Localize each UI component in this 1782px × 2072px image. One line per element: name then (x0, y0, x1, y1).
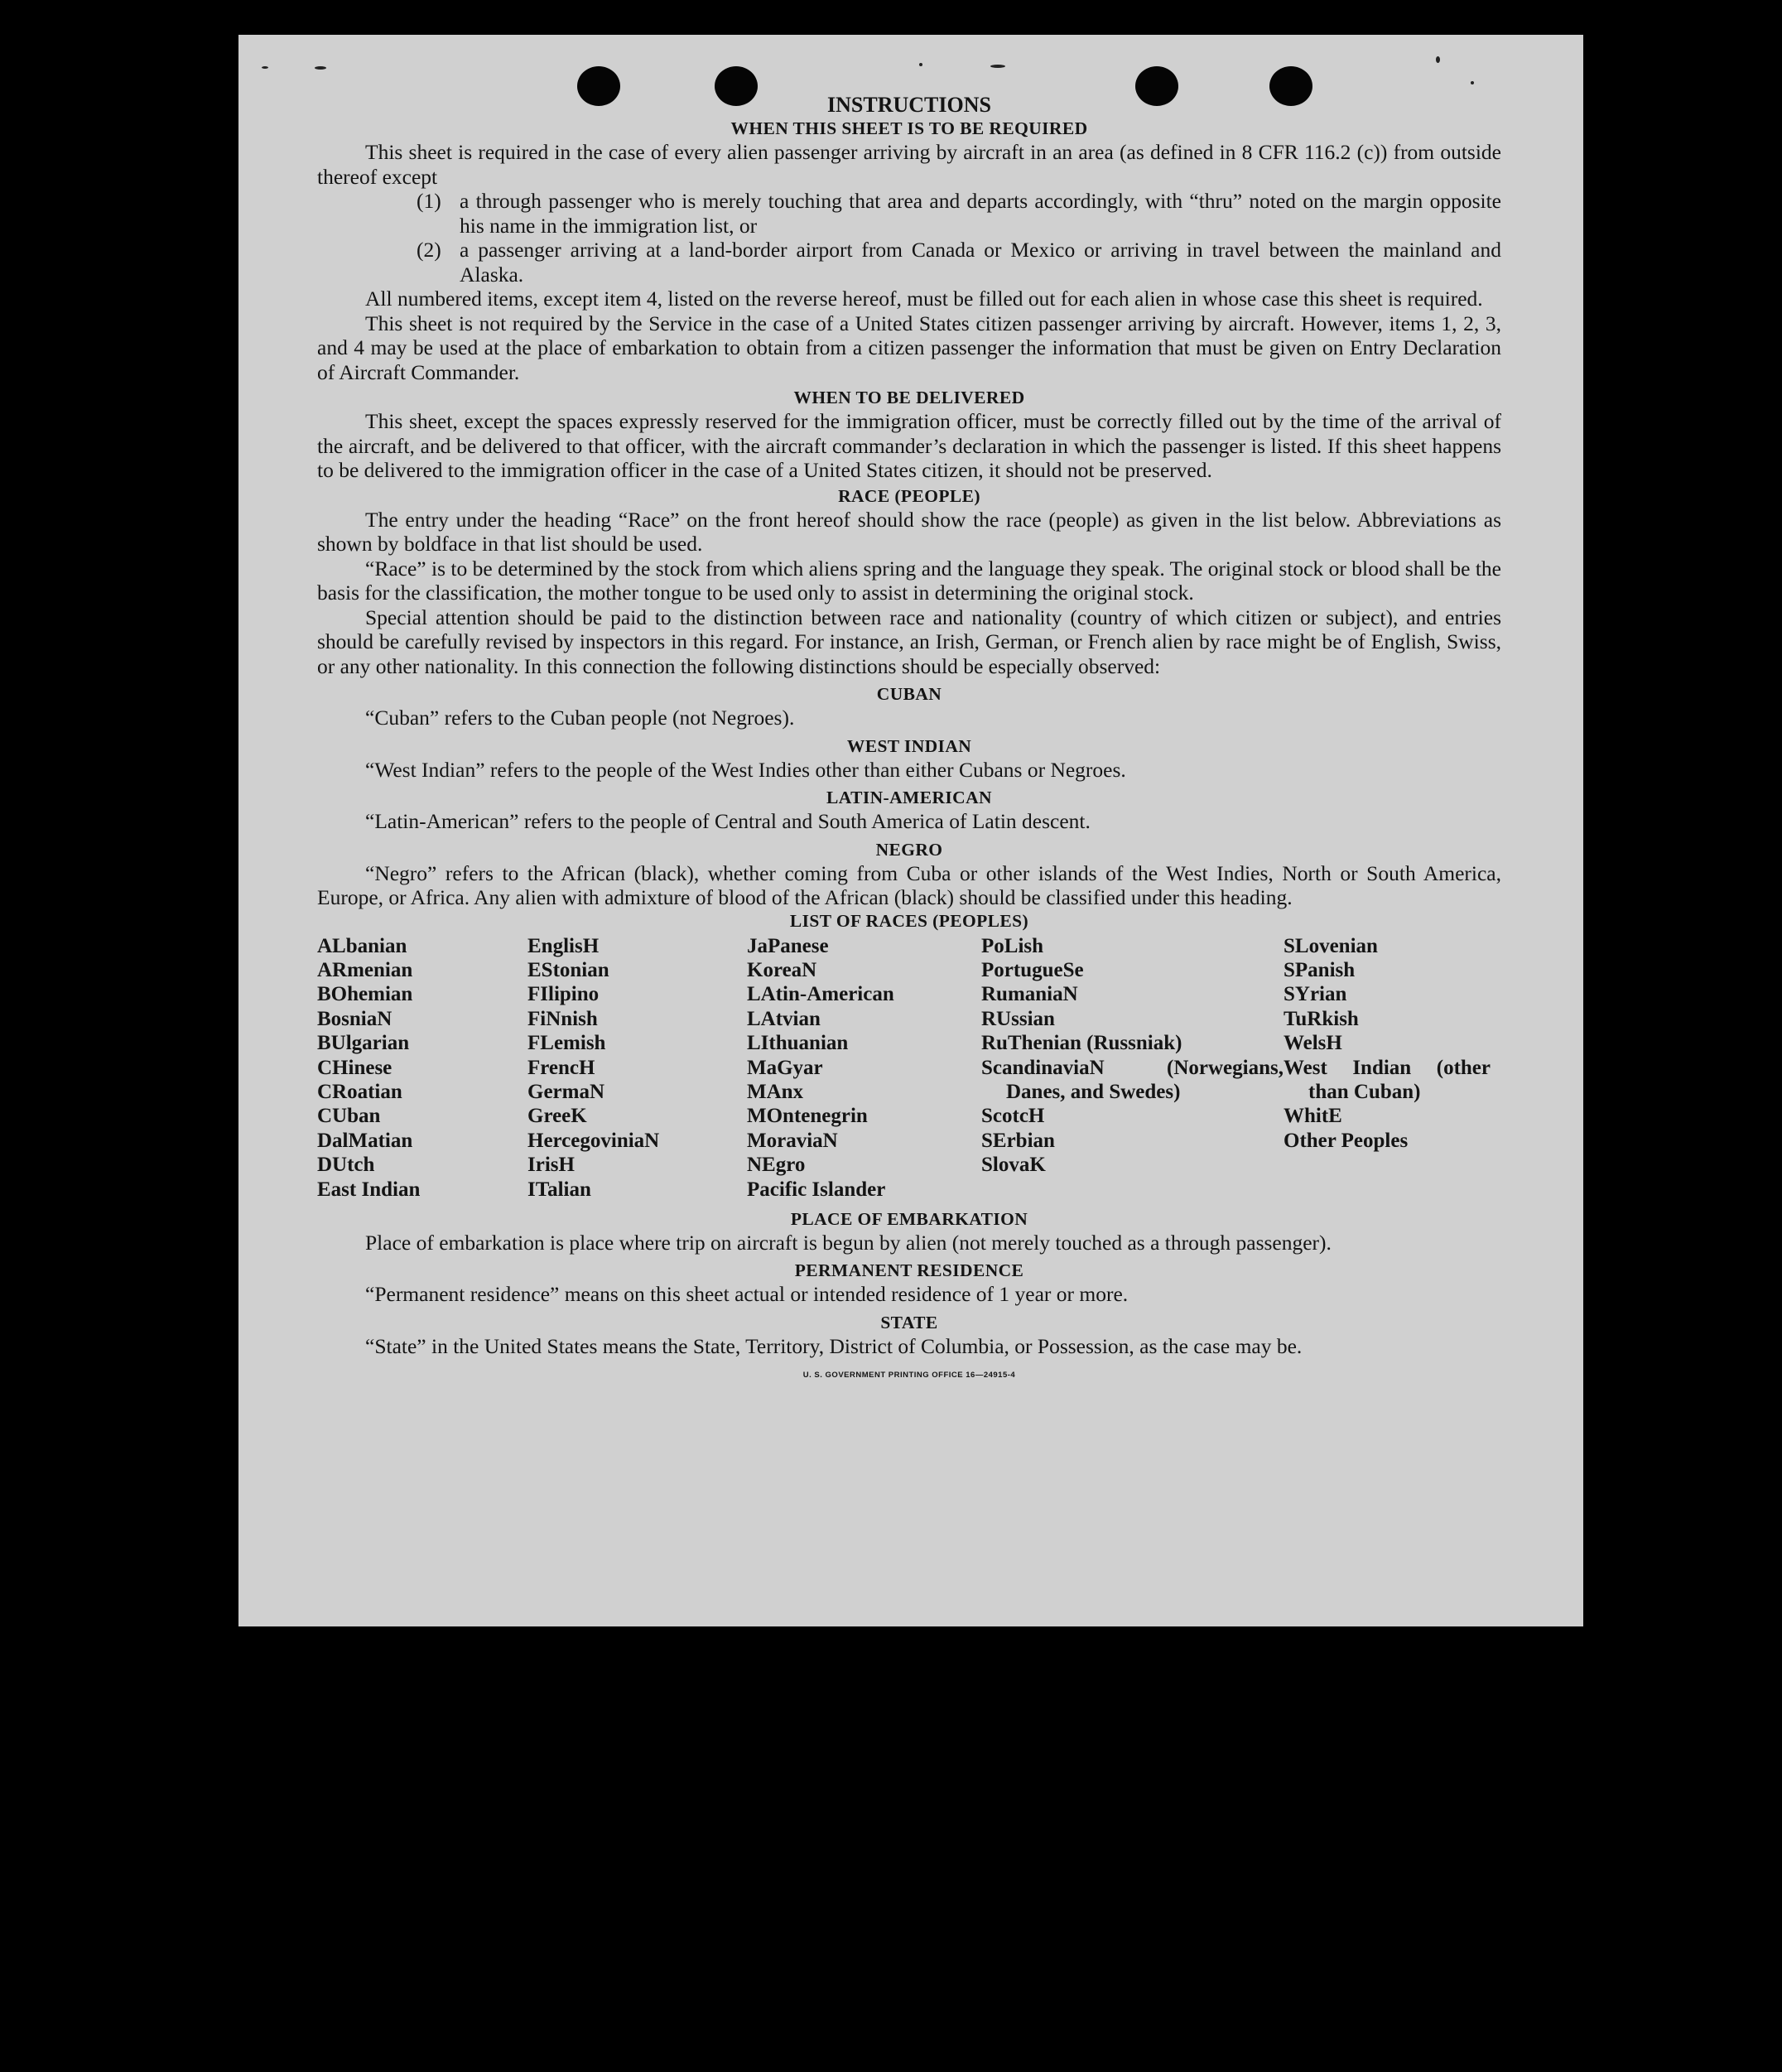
race-item: NEgro (747, 1154, 806, 1177)
race-item: GreeK (527, 1105, 587, 1128)
speck-mark (1436, 56, 1440, 63)
section-heading: PERMANENT RESIDENCE (794, 1260, 1024, 1281)
race-column (747, 934, 981, 1202)
speck-mark (919, 63, 922, 66)
paragraph: Place of embarkation is place where trip on aircraft is begun by alien (not merely touched as a through passenger). (365, 1230, 1332, 1255)
race-item: WhitE (1284, 1105, 1342, 1128)
definition-text: “Negro” refers to the African (black), whether coming from Cuba or other islands of the West Indies, North or South America, Europe, or Africa. Any alien with admixture of blood of the African (black) should be classified under this heading. (317, 860, 1501, 909)
race-item: MOntenegrin (747, 1105, 868, 1128)
race-item: WelsH (1284, 1032, 1342, 1055)
item-number: (1) (417, 189, 441, 213)
race-item: DalMatian (317, 1129, 413, 1152)
definition-heading: CUBAN (876, 684, 942, 704)
race-item: SErbian (981, 1129, 1055, 1152)
instruction-sheet (238, 35, 1583, 1626)
speck-mark (1471, 81, 1474, 84)
race-item: EnglisH (527, 934, 600, 957)
definition-heading: NEGRO (875, 839, 943, 860)
definition-heading: LATIN-AMERICAN (826, 788, 992, 807)
race-item: BOhemian (317, 983, 413, 1006)
paragraph: This sheet is not required by the Service in the case of a United States citizen passenger arriving by aircraft. However, items 1, 2, 3, and 4 may be used at the place of embarkation to obtain from a citizen passenger the information that must be given on Entry Declaration of Aircraft Commander. (317, 311, 1501, 384)
race-column (1284, 934, 1491, 1202)
race-item: MoraviaN (747, 1129, 838, 1152)
race-item: Pacific Islander (747, 1178, 886, 1201)
race-item: West Indian (other than Cuban) (1284, 1056, 1491, 1103)
races-list (317, 934, 1501, 1202)
section-heading: STATE (880, 1312, 938, 1332)
race-item: GermaN (527, 1080, 605, 1103)
race-item: ARmenian (317, 958, 413, 981)
section-heading: PLACE OF EMBARKATION (790, 1208, 1028, 1229)
definition-text: “Latin-American” refers to the people of Central and South America of Latin descent. (365, 809, 1091, 833)
race-item: FiNnish (527, 1007, 598, 1030)
definition-heading: WEST INDIAN (846, 735, 972, 756)
race-item: MaGyar (747, 1056, 823, 1079)
speck-mark (990, 65, 1005, 68)
race-item: BosniaN (317, 1007, 393, 1030)
race-item: RUssian (981, 1007, 1055, 1030)
section-heading: WHEN TO BE DELIVERED (793, 388, 1025, 407)
race-item: East Indian (317, 1178, 421, 1201)
item-text: a passenger arriving at a land-border airport from Canada or Mexico or arriving in travel between the mainland and Alaska. (460, 238, 1501, 287)
instructions-content (317, 93, 1501, 1388)
race-item: RumaniaN (981, 983, 1078, 1006)
definition-text: “West Indian” refers to the people of the West Indies other than either Cubans or Negroes. (365, 757, 1126, 782)
exception-item (317, 189, 1501, 238)
race-item: Other Peoples (1284, 1129, 1409, 1152)
race-item: FIlipino (527, 983, 600, 1006)
race-item: CUban (317, 1105, 381, 1128)
race-item: KoreaN (747, 958, 817, 981)
exception-item (317, 238, 1501, 287)
race-item: PoLish (981, 934, 1044, 957)
races-heading: LIST OF RACES (PEOPLES) (789, 910, 1029, 931)
section-heading: WHEN THIS SHEET IS TO BE REQUIRED (730, 118, 1088, 138)
speck-mark (315, 66, 326, 70)
race-item: RuThenian (Russniak) (981, 1032, 1182, 1055)
race-item: SPanish (1284, 958, 1356, 981)
speck-mark (262, 66, 268, 69)
race-item: ScandinaviaN (Norwegians, Danes, and Swedes) (981, 1056, 1284, 1103)
paragraph: All numbered items, except item 4, listed on the reverse hereof, must be filled out for each alien in whose case this sheet is required. (365, 287, 1483, 311)
race-column (981, 934, 1284, 1202)
race-item: BUlgarian (317, 1032, 410, 1055)
race-item: ITalian (527, 1178, 591, 1201)
paragraph: This sheet, except the spaces expressly reserved for the immigration officer, must be correctly filled out by the time of the arrival of the aircraft, and be delivered to that officer, with the aircraft commander’s declaration in which the passenger is listed. If this sheet happens to be delivered to the immigration officer in the case of a United States citizen, it should not be preserved. (317, 409, 1501, 482)
paragraph: “Permanent residence” means on this sheet actual or intended residence of 1 year or more. (365, 1282, 1129, 1307)
race-item: FrencH (527, 1056, 595, 1079)
race-item: ScotcH (981, 1105, 1045, 1128)
race-item: LIthuanian (747, 1032, 849, 1055)
paragraph: “Race” is to be determined by the stock from which aliens spring and the language they speak. The original stock or blood shall be the basis for the classification, the mother tongue to be used only to assist in determining the original stock. (317, 556, 1501, 605)
race-item: FLemish (527, 1032, 606, 1055)
paragraph: Special attention should be paid to the distinction between race and nationality (country of which citizen or subject), and entries should be carefully revised by inspectors in this regard. For instance, an Irish, German, or French alien by race might be of English, Swiss, or any other nationality. In this connection the following distinctions should be especially observed: (317, 605, 1501, 678)
race-item: SlovaK (981, 1154, 1046, 1177)
race-item: JaPanese (747, 934, 829, 957)
printer-imprint: U. S. GOVERNMENT PRINTING OFFICE 16—24915-4 (802, 1371, 1016, 1381)
race-item: PortugueSe (981, 958, 1084, 981)
item-number: (2) (417, 238, 441, 262)
definition-text: “Cuban” refers to the Cuban people (not Negroes). (365, 706, 795, 730)
race-item: SYrian (1284, 983, 1347, 1006)
section-heading: RACE (PEOPLE) (838, 485, 980, 506)
race-item: MAnx (747, 1080, 804, 1103)
race-item: HercegoviniaN (527, 1129, 660, 1152)
race-item: SLovenian (1284, 934, 1378, 957)
race-item: CRoatian (317, 1080, 402, 1103)
page-title: INSTRUCTIONS (827, 93, 991, 117)
paragraph: The entry under the heading “Race” on the front hereof should show the race (people) as given in the list below. Abbreviations as shown by boldface in that list should be used. (317, 507, 1501, 556)
race-item: ALbanian (317, 934, 407, 957)
race-item: CHinese (317, 1056, 393, 1079)
paragraph: This sheet is required in the case of every alien passenger arriving by aircraft in an area (as defined in 8 CFR 116.2 (c)) from outside thereof except (317, 140, 1501, 189)
item-text: a through passenger who is merely touching that area and departs accordingly, with “thru” noted on the margin opposite his name in the immigration list, or (460, 189, 1501, 238)
race-item: TuRkish (1284, 1007, 1359, 1030)
race-item: DUtch (317, 1154, 375, 1177)
race-item: IrisH (527, 1154, 575, 1177)
paragraph: “State” in the United States means the State, Territory, District of Columbia, or Possession, as the case may be. (365, 1333, 1303, 1358)
race-item: LAtin-American (747, 983, 894, 1006)
race-column (527, 934, 747, 1202)
race-item: EStonian (527, 958, 609, 981)
race-column (317, 934, 527, 1202)
race-item: LAtvian (747, 1007, 821, 1030)
